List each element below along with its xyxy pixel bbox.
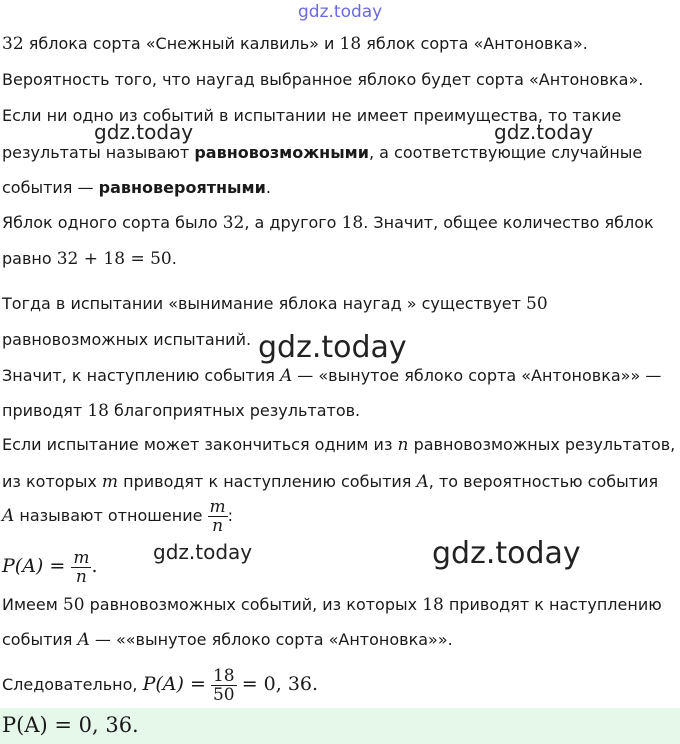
- text-line-4: результаты называют равновозможными, а соответствующие случайные: [2, 143, 643, 162]
- text-line-18: Следовательно, P(A) = $\frac{18}{50}$ = 0, 36.: [2, 666, 319, 705]
- watermark: gdz.today: [432, 536, 581, 571]
- text-line-16: Имеем 50 равновозможных событий, из которых 18 приводят к наступлению: [2, 595, 662, 615]
- term-equipossible: равновозможными: [194, 143, 369, 162]
- text-line-1: 32 яблока сорта «Снежный калвиль» и 18 яблок сорта «Антоновка».: [2, 34, 588, 54]
- text-line-6: Яблок одного сорта было 32, а другого 18. Значит, общее количество яблок: [2, 213, 654, 233]
- text-line-7: равно 32 + 18 = 50.: [2, 249, 177, 269]
- formula-probability: P(A) = $\frac{m}{n}$ .: [2, 547, 98, 587]
- watermark: gdz.today: [94, 120, 194, 144]
- answer-text: P(A) = 0, 36.: [2, 713, 139, 737]
- text-line-2: Вероятность того, что наугад выбранное яблоко будет сорта «Антоновка».: [2, 70, 644, 89]
- watermark: gdz.today: [258, 330, 407, 365]
- text-line-13: из которых m приводят к наступлению события A, то вероятностью события: [2, 472, 659, 492]
- watermark: gdz.today: [494, 120, 594, 144]
- text-line-8: Тогда в испытании «вынимание яблока наугад » существует 50: [2, 294, 548, 314]
- text-line-17: события A — ««вынутое яблоко сорта «Антоновка»».: [2, 630, 453, 650]
- text-line-11: приводят 18 благоприятных результатов.: [2, 401, 361, 421]
- watermark-top: gdz.today: [298, 2, 383, 22]
- answer-box: [0, 708, 680, 744]
- watermark: gdz.today: [153, 540, 253, 564]
- term-equiprobable: равновероятными: [98, 178, 266, 197]
- text-line-14: A называют отношение $\frac{m}{n}$ :: [2, 497, 234, 536]
- fraction-18-over-50: $\frac{18}{50}$: [212, 666, 235, 705]
- text-line-10: Значит, к наступлению события A — «вынутое яблоко сорта «Антоновка»» —: [2, 366, 662, 386]
- text-line-5: события — равновероятными.: [2, 178, 271, 197]
- text-line-9: равновозможных испытаний.: [2, 330, 252, 349]
- fraction-m-over-n: $\frac{m}{n}$: [73, 547, 90, 587]
- text-line-12: Если испытание может закончиться одним из n равновозможных результатов,: [2, 435, 676, 455]
- fraction-m-over-n: $\frac{m}{n}$: [209, 497, 226, 536]
- text-line-3: Если ни одно из событий в испытании не имеет преимущества, то такие: [2, 106, 622, 125]
